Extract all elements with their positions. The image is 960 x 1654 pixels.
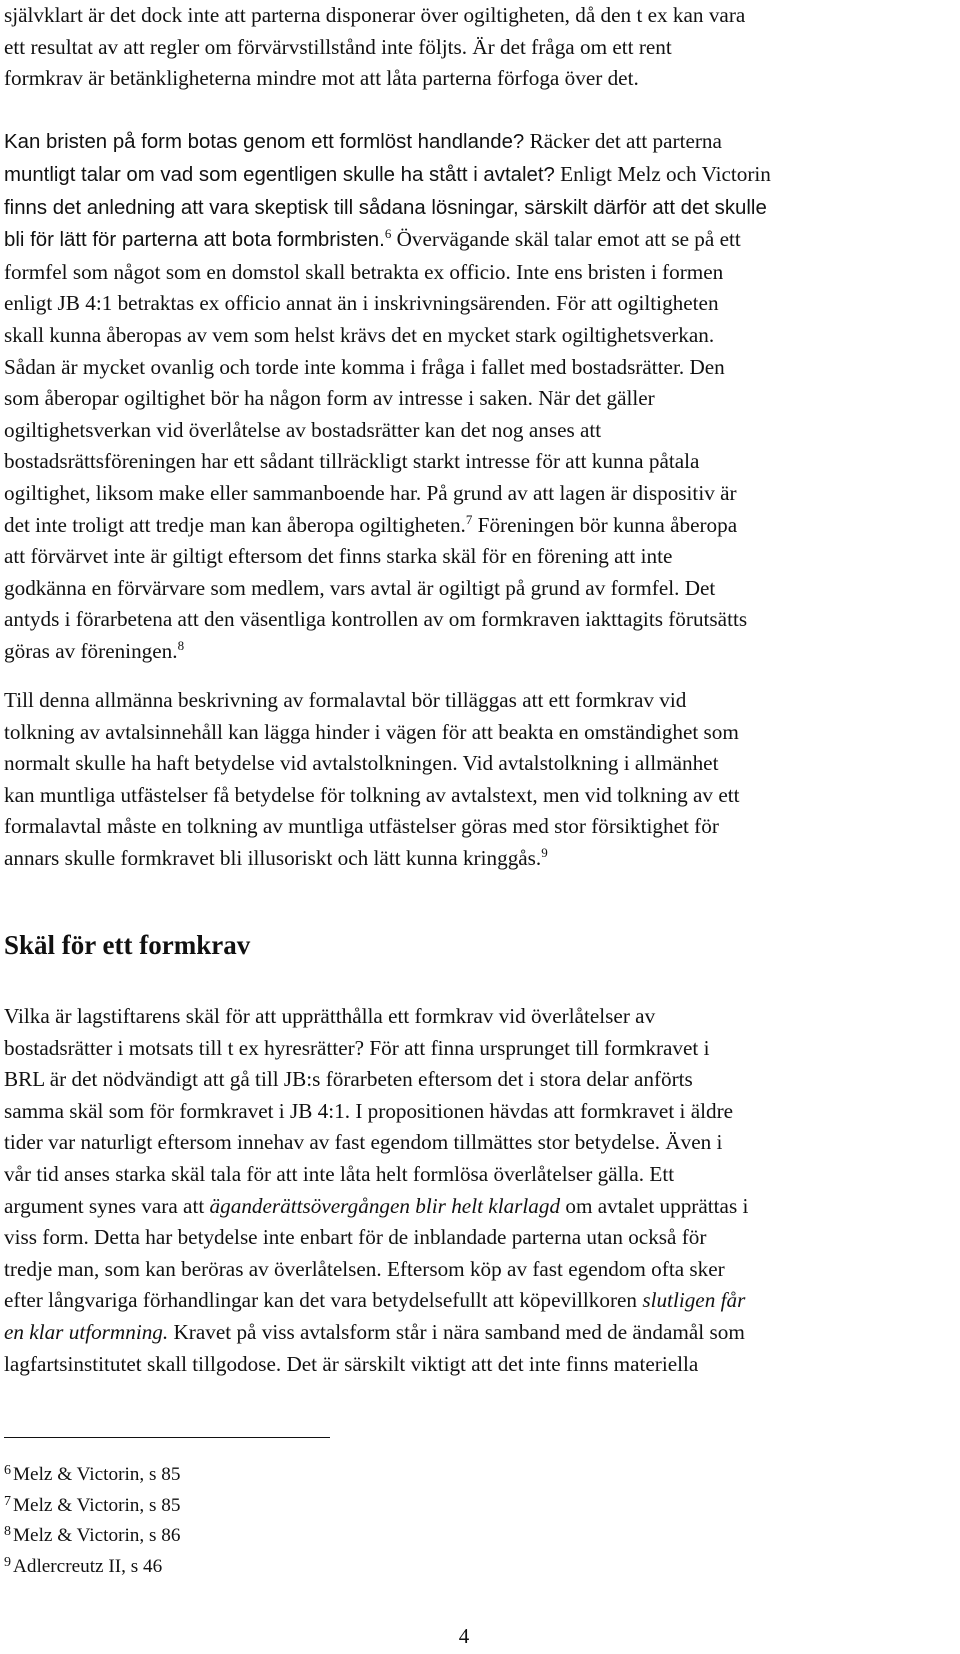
text-line: normalt skulle ha haft betydelse vid avtalstolkningen. Vid avtalstolkning i allmänhet [4, 751, 719, 776]
text-line: ett resultat av att regler om förvärvstillstånd inte följts. Är det fråga om ett rent [4, 34, 672, 59]
text-line: viss form. Detta har betydelse inte enbart för de inblandade parterna utan också för [4, 1225, 707, 1250]
text-line: formalavtal måste en tolkning av muntliga utfästelser göras med stor försiktighet för [4, 814, 719, 839]
body-paragraph-formal-defects [4, 0, 771, 667]
text-line: Till denna allmänna beskrivning av formalavtal bör tilläggas att ett formkrav vid [4, 688, 687, 712]
text-line: att förvärvet inte är giltigt eftersom det finns starka skäl för en förening att inte [4, 544, 673, 569]
text-line: lagfartsinstitutet skall tillgodose. Det är särskilt viktigt att det inte finns materiella [4, 1351, 699, 1376]
page-number: 4 [458, 1624, 470, 1648]
text-line: tredje man, som kan beröras av överlåtelsen. Eftersom köp av fast egendom ofta sker [4, 1256, 725, 1281]
text-line: argument synes vara att äganderättsövergången blir helt klarlagd om avtalet upprättas i [4, 1193, 749, 1218]
text-line: självklart är det dock inte att parterna disponerar över ogiltigheten, då den t ex kan vara [4, 3, 746, 27]
footnote-item [4, 1552, 180, 1583]
footnote-item [4, 1491, 180, 1522]
text-line: enligt JB 4:1 betraktas ex officio annat än i inskrivningsärenden. För att ogiltigheten [4, 291, 719, 316]
footnote-separator [4, 1437, 330, 1438]
text-line: BRL är det nödvändigt att gå till JB:s förarbeten eftersom det i stora delar anförts [4, 1067, 693, 1092]
footnote-text: Melz & Victorin, s 86 [13, 1525, 181, 1546]
footnotes-list [4, 1460, 180, 1582]
footnote-number: 6 [4, 1463, 11, 1478]
footnote-number: 8 [4, 1524, 11, 1539]
text-line: kan muntliga utfästelser få betydelse för tolkning av avtalstext, men vid tolkning av ett [4, 782, 740, 807]
text-line: Kan bristen på form botas genom ett formlöst handlande? Räcker det att parterna [4, 129, 722, 154]
text-line: Sådan är mycket ovanlig och torde inte komma i fråga i fallet med bostadsrätter. Den [4, 354, 725, 379]
text-line: godkänna en förvärvare som medlem, vars avtal är ogiltigt på grund av formfel. Det [4, 575, 716, 600]
text-line: bli för lätt för parterna att bota formbristen.$^6$ Övervägande skäl talar emot att se på ett [4, 226, 741, 252]
italic-emphasis: äganderättsövergången blir helt klarlagd [209, 1193, 561, 1218]
body-paragraph-interpretation [4, 685, 740, 875]
footnote-reference[interactable]: 6 [384, 226, 392, 242]
text-line: bostadsrättsföreningen har ett sådant tillräckligt starkt intresse för att kunna påtala [4, 449, 700, 474]
text-line: Vilka är lagstiftarens skäl för att upprätthålla ett formkrav vid överlåtelser av [4, 1004, 656, 1028]
footnote-item [4, 1460, 180, 1491]
text-line: vår tid anses starka skäl tala för att inte låta helt formlösa överlåtelser gälla. Ett [4, 1161, 675, 1186]
section-heading: Skäl för ett formkrav [4, 930, 251, 960]
text-line: muntligt talar om vad som egentligen skulle ha stått i avtalet? Enligt Melz och Victorin [4, 161, 771, 186]
italic-emphasis: en klar utformning. [4, 1319, 169, 1344]
text-line: bostadsrätter i motsats till t ex hyresrätter? För att finna ursprunget till formkravet i [4, 1035, 710, 1060]
text-line: efter långvariga förhandlingar kan det vara betydelsefullt att köpevillkoren slutligen får [4, 1288, 746, 1313]
text-line: antyds i förarbetena att den väsentliga kontrollen av om formkraven iakttagits förutsätts [4, 607, 748, 632]
text-line: det inte troligt att tredje man kan åberopa ogiltigheten.$^7$ Föreningen bör kunna åberopa [4, 511, 738, 537]
footnote-text: Melz & Victorin, s 85 [13, 1464, 181, 1485]
text-line: skall kunna åberopas av vem som helst krävs det en mycket stark ogiltighetsverkan. [4, 322, 715, 347]
footnote-number: 9 [4, 1554, 11, 1570]
text-line: ogiltighetsverkan vid överlåtelse av bostadsrätter kan det nog anses att [4, 417, 602, 442]
footnote-reference[interactable]: 9 [541, 844, 548, 860]
blank-line [4, 95, 771, 127]
text-line: samma skäl som för formkravet i JB 4:1. I propositionen hävdas att formkravet i äldre [4, 1098, 734, 1123]
text-line: ogiltighet, liksom make eller sammanboende har. På grund av att lagen är dispositiv är [4, 480, 737, 505]
text-line: tider var naturligt eftersom innehav av fast egendom tillmättes stor betydelse. Även i [4, 1130, 723, 1155]
text-line: en klar utformning. Kravet på viss avtalsform står i nära samband med de ändamål som [4, 1319, 745, 1344]
footnote-text: Melz & Victorin, s 85 [13, 1494, 181, 1516]
text-line: annars skulle formkravet bli illusoriskt och lätt kunna kringgås.$^9$ [4, 844, 548, 870]
italic-emphasis: slutligen får [642, 1288, 746, 1313]
text-line: formfel som något som en domstol skall betrakta ex officio. Inte ens bristen i formen [4, 259, 724, 284]
footnote-reference[interactable]: 8 [177, 637, 185, 653]
footnote-text: Adlercreutz II, s 46 [13, 1555, 163, 1577]
text-line: som åberopar ogiltighet bör ha någon form av intresse i saken. När det gäller [4, 386, 655, 411]
footnote-item [4, 1521, 180, 1552]
text-line: göras av föreningen.$^8$ [4, 637, 185, 663]
body-paragraph-reasons [4, 1001, 748, 1380]
footnote-number: 7 [4, 1493, 11, 1509]
text-line: formkrav är betänkligheterna mindre mot att låta parterna förfoga över det. [4, 66, 639, 91]
footnote-reference[interactable]: 7 [465, 511, 473, 527]
text-line: tolkning av avtalsinnehåll kan lägga hinder i vägen för att beakta en omständighet som [4, 719, 739, 744]
text-line: finns det anledning att vara skeptisk till sådana lösningar, särskilt därför att det skulle [4, 196, 767, 219]
